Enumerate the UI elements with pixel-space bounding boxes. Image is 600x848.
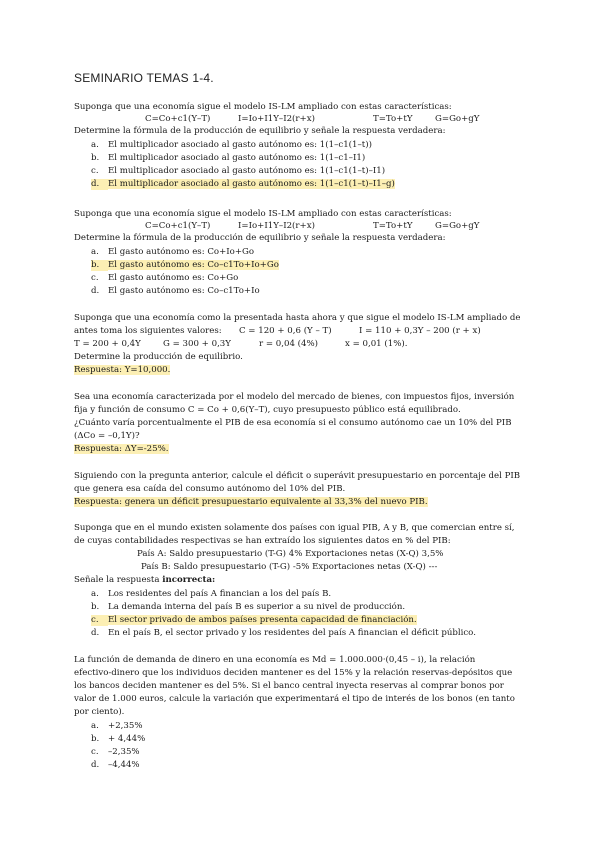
q1-option-b: b. El multiplicador asociado al gasto autónomo es: 1(1–c1–I1): [91, 153, 366, 163]
q3-eq-government: G = 300 + 0,3Y: [163, 339, 231, 349]
q1-option-c: c. El multiplicador asociado al gasto autónomo es: 1(1–c1(1–t)–I1): [91, 166, 386, 176]
q6-country-a-row: País A: Saldo presupuestario (T-G) 4% Exportaciones netas (X-Q) 3,5%: [137, 549, 444, 559]
q6-option-d: d. En el país B, el sector privado y los residentes del país A financian el déficit público.: [91, 628, 476, 638]
q1-eq-taxes: T=To+tY: [373, 114, 413, 124]
q6-country-b-row: País B: Saldo presupuestario (T-G) -5% Exportaciones netas (X-Q) ---: [141, 562, 438, 572]
q2-prompt: Determine la fórmula de la producción de equilibrio y señale la respuesta verdadera:: [74, 233, 446, 243]
q2-option-c: c. El gasto autónomo es: Co+Go: [91, 273, 239, 283]
q7-line5: por ciento).: [74, 707, 125, 717]
q6-option-a: a. Los residentes del país A financian a los del país B.: [91, 589, 332, 599]
q2-option-b-highlighted: b. El gasto autónomo es: Co–c1To+Io+Go: [91, 260, 279, 270]
q7-line2: efectivo-dinero que los individuos deciden mantener es del 15% y la relación reservas-depósitos que: [74, 668, 513, 678]
q2-eq-government: G=Go+gY: [435, 221, 480, 231]
q3-eq-taxes: T = 200 + 0,4Y: [74, 339, 141, 349]
q3-line4: Determine la producción de equilibrio.: [74, 352, 243, 362]
q3-answer: Respuesta: Y=10,000.: [74, 365, 171, 375]
q2-equations: [145, 221, 479, 232]
q3-eq-investment: I = 110 + 0,3Y – 200 (r + x): [359, 326, 481, 336]
q1-option-d-highlighted: d. El multiplicador asociado al gasto autónomo es: 1(1–c1(1–t)–I1–g): [91, 179, 395, 189]
q3-interest-rate: r = 0,04 (4%): [259, 339, 318, 349]
q5-line1: Siguiendo con la pregunta anterior, calcule el déficit o superávit presupuestario en porcentaje del PIB: [74, 471, 521, 481]
q2-option-a: a. El gasto autónomo es: Co+Io+Go: [91, 247, 255, 257]
q1-equations: [145, 114, 479, 125]
q3-eq-consumption: C = 120 + 0,6 (Y – T): [239, 326, 332, 336]
q3-line1: Suponga que una economía como la presentada hasta ahora y que sigue el modelo IS-LM ampliado de: [74, 313, 521, 323]
q7-option-b: b. + 4,44%: [91, 734, 146, 744]
q5-line2: que genera esa caída del consumo autónomo del 10% del PIB.: [74, 484, 346, 494]
q1-eq-consumption: C=Co+c1(Y–T): [145, 114, 211, 124]
q6-line2: de cuyas contabilidades respectivas se han extraído los siguientes datos en % del PIB:: [74, 536, 451, 546]
q6-prompt: Señale la respuesta incorrecta:: [74, 575, 216, 585]
q2-eq-consumption: C=Co+c1(Y–T): [145, 221, 211, 231]
q3-line3: [74, 339, 407, 350]
q6-line1: Suponga que en el mundo existen solamente dos países con igual PIB, A y B, que comercian entre sí,: [74, 523, 515, 533]
q4-line4: (ΔCo = –0,1Y)?: [74, 431, 140, 441]
q4-line3: ¿Cuánto varía porcentualmente el PIB de esa economía si el consumo autónomo cae un 10% del PIB: [74, 418, 512, 428]
q2-intro: Suponga que una economía sigue el modelo IS-LM ampliado con estas características:: [74, 209, 452, 219]
q7-option-d: d. –4,44%: [91, 760, 140, 770]
q4-line1: Sea una economía caracterizada por el modelo del mercado de bienes, con impuestos fijos, inversión: [74, 392, 515, 402]
page-title: SEMINARIO TEMAS 1-4.: [74, 71, 214, 85]
q1-intro: Suponga que una economía sigue el modelo IS-LM ampliado con estas características:: [74, 102, 452, 112]
q7-option-a: a. +2,35%: [91, 721, 143, 731]
q3-line2: antes toma los siguientes valores: C = 120 + 0,6 (Y – T) I = 110 + 0,3Y – 200 (r + x): [74, 326, 481, 336]
q1-eq-investment: I=Io+I1Y–I2(r+x): [238, 114, 315, 124]
q1-option-a: a. El multiplicador asociado al gasto autónomo es: 1(1–c1(1–t)): [91, 140, 372, 150]
q2-eq-investment: I=Io+I1Y–I2(r+x): [238, 221, 315, 231]
q5-answer: Respuesta: genera un déficit presupuestario equivalente al 33,3% del nuevo PIB.: [74, 497, 428, 507]
q7-line1: La función de demanda de dinero en una economía es Md = 1.000.000·(0,45 – i), la relación: [74, 655, 476, 665]
q6-option-b: b. La demanda interna del país B es superior a su nivel de producción.: [91, 602, 406, 612]
q4-line2: fija y función de consumo C = Co + 0,6(Y–T), cuyo presupuesto público está equilibrado.: [74, 405, 461, 415]
q7-line4: valor de 1.000 euros, calcule la variación que experimentará el tipo de interés de los bonos (en tanto: [74, 694, 515, 704]
q2-option-d: d. El gasto autónomo es: Co–c1To+Io: [91, 286, 260, 296]
q1-eq-government: G=Go+gY: [435, 114, 480, 124]
q7-line3: los bancos deciden mantener es del 5%. Si el banco central inyecta reservas al comprar bonos por: [74, 681, 504, 691]
q2-eq-taxes: T=To+tY: [373, 221, 413, 231]
q4-answer: Respuesta: ΔY=-25%.: [74, 444, 169, 454]
q3-risk-premium: x = 0,01 (1%).: [345, 339, 408, 349]
q1-prompt: Determine la fórmula de la producción de equilibrio y señale la respuesta verdadera:: [74, 126, 446, 136]
q6-option-c-highlighted: c. El sector privado de ambos países presenta capacidad de financiación.: [91, 615, 417, 625]
q7-option-c: c. –2,35%: [91, 747, 140, 757]
